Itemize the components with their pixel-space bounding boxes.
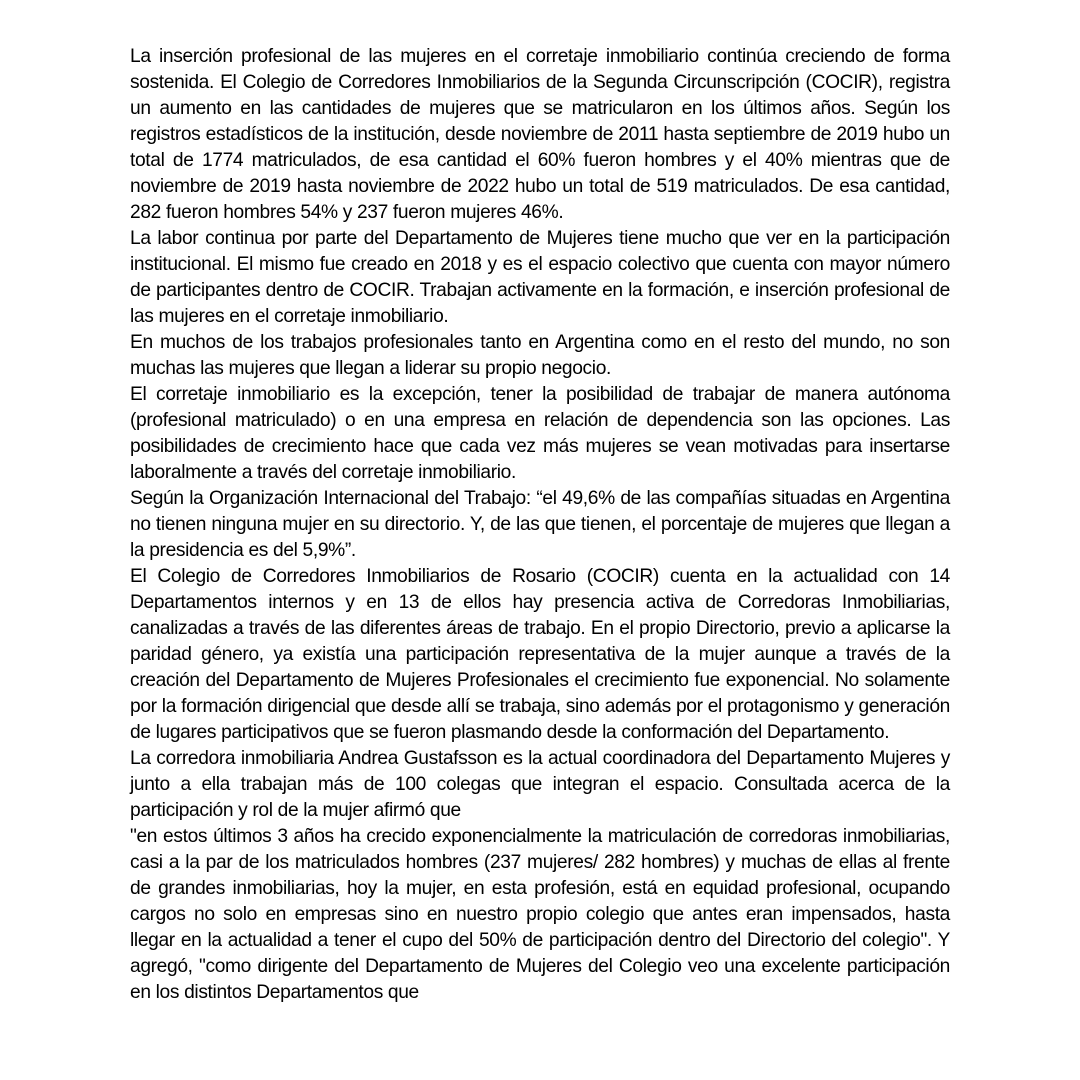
paragraph-trabajos-profesionales: En muchos de los trabajos profesionales tanto en Argentina como en el resto del mundo, no son muchas las mujeres que llegan a liderar su propio negocio. xyxy=(130,332,950,379)
document-page xyxy=(130,44,950,1006)
paragraph-insercion-profesional: La inserción profesional de las mujeres en el corretaje inmobiliario continúa creciendo de forma sostenida. El Colegio de Corredores Inmobiliarios de la Segunda Circunscripción (COCIR), registra un aumento en las cantidades de mujeres que se matricularon en los últimos años. Según los registros estadísticos de la institución, desde noviembre de 2011 hasta septiembre de 2019 hubo un total de 1774 matriculados, de esa cantidad el 60% fueron hombres y el 40% mientras que de noviembre de 2019 hasta noviembre de 2022 hubo un total de 519 matriculados. De esa cantidad, 282 fueron hombres 54% y 237 fueron mujeres 46%. xyxy=(130,46,950,223)
paragraph-oit-cita: Según la Organización Internacional del Trabajo: “el 49,6% de las compañías situadas en Argentina no tienen ninguna mujer en su directorio. Y, de las que tienen, el porcentaje de mujeres que llegan a la presidencia es del 5,9%”. xyxy=(130,488,950,561)
paragraph-corretaje-excepcion: El corretaje inmobiliario es la excepción, tener la posibilidad de trabajar de manera autónoma (profesional matriculado) o en una empresa en relación de dependencia son las opciones. Las posibilidades de crecimiento hace que cada vez más mujeres se vean motivadas para insertarse laboralmente a través del corretaje inmobiliario. xyxy=(130,384,950,483)
paragraph-andrea-gustafsson: La corredora inmobiliaria Andrea Gustafsson es la actual coordinadora del Departamento Mujeres y junto a ella trabajan más de 100 colegas que integran el espacio. Consultada acerca de la participación y rol de la mujer afirmó que xyxy=(130,748,950,821)
paragraph-cocir-departamentos: El Colegio de Corredores Inmobiliarios de Rosario (COCIR) cuenta en la actualidad con 14 Departamentos internos y en 13 de ellos hay presencia activa de Corredoras Inmobiliarias, canalizadas a través de las diferentes áreas de trabajo. En el propio Directorio, previo a aplicarse la paridad género, ya existía una participación representativa de la mujer aunque a través de la creación del Departamento de Mujeres Profesionales el crecimiento fue exponencial. No solamente por la formación dirigencial que desde allí se trabaja, sino además por el protagonismo y generación de lugares participativos que se fueron plasmando desde la conformación del Departamento. xyxy=(130,566,950,743)
paragraph-departamento-mujeres: La labor continua por parte del Departamento de Mujeres tiene mucho que ver en la participación institucional. El mismo fue creado en 2018 y es el espacio colectivo que cuenta con mayor número de participantes dentro de COCIR. Trabajan activamente en la formación, e inserción profesional de las mujeres en el corretaje inmobiliario. xyxy=(130,228,950,327)
paragraph-quote: "en estos últimos 3 años ha crecido exponencialmente la matriculación de corredoras inmobiliarias, casi a la par de los matriculados hombres (237 mujeres/ 282 hombres) y muchas de ellas al frente de grandes inmobiliarias, hoy la mujer, en esta profesión, está en equidad profesional, ocupando cargos no solo en empresas sino en nuestro propio colegio que antes eran impensados, hasta llegar en la actualidad a tener el cupo del 50% de participación dentro del Directorio del colegio". Y agregó, "como dirigente del Departamento de Mujeres del Colegio veo una excelente participación en los distintos Departamentos que xyxy=(130,826,950,1003)
